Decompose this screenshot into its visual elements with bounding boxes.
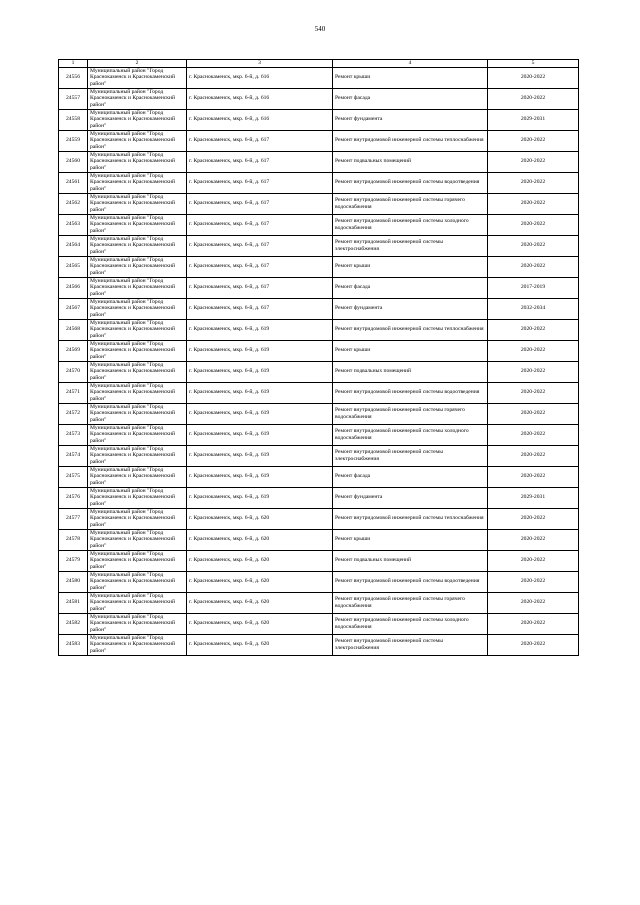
municipality-cell: Муниципальный район "Город Краснокаменск и Краснокаменский район": [88, 277, 187, 298]
row-number-cell: 24564: [59, 235, 88, 256]
address-cell: г. Краснокаменск, мкр. 6-й, д. 617: [187, 172, 333, 193]
column-header: 5: [488, 60, 579, 68]
column-header: 2: [88, 60, 187, 68]
municipality-cell: Муниципальный район "Город Краснокаменск и Краснокаменский район": [88, 298, 187, 319]
table-row: [59, 277, 579, 298]
table-row: [59, 382, 579, 403]
municipality-cell: Муниципальный район "Город Краснокаменск и Краснокаменский район": [88, 109, 187, 130]
address-cell: г. Краснокаменск, мкр. 6-й, д. 619: [187, 382, 333, 403]
table-row: [59, 172, 579, 193]
work-type-cell: Ремонт крыши: [333, 340, 488, 361]
table-body: [59, 67, 579, 655]
municipality-cell: Муниципальный район "Город Краснокаменск и Краснокаменский район": [88, 130, 187, 151]
period-cell: 2032-2034: [488, 298, 579, 319]
address-cell: г. Краснокаменск, мкр. 6-й, д. 617: [187, 235, 333, 256]
period-cell: 2029-2031: [488, 487, 579, 508]
period-cell: 2020-2022: [488, 529, 579, 550]
work-type-cell: Ремонт крыши: [333, 529, 488, 550]
municipality-cell: Муниципальный район "Город Краснокаменск и Краснокаменский район": [88, 613, 187, 634]
address-cell: г. Краснокаменск, мкр. 6-й, д. 620: [187, 634, 333, 655]
row-number-cell: 24557: [59, 88, 88, 109]
work-type-cell: Ремонт внутридомовой инженерной системы электроснабжения: [333, 235, 488, 256]
table-row: [59, 424, 579, 445]
table-row: [59, 340, 579, 361]
address-cell: г. Краснокаменск, мкр. 6-й, д. 620: [187, 592, 333, 613]
work-type-cell: Ремонт крыши: [333, 67, 488, 88]
municipality-cell: Муниципальный район "Город Краснокаменск и Краснокаменский район": [88, 571, 187, 592]
work-type-cell: Ремонт подвальных помещений: [333, 550, 488, 571]
period-cell: 2020-2022: [488, 172, 579, 193]
registry-table: [58, 59, 579, 656]
address-cell: г. Краснокаменск, мкр. 6-й, д. 616: [187, 67, 333, 88]
table-row: [59, 361, 579, 382]
municipality-cell: Муниципальный район "Город Краснокаменск и Краснокаменский район": [88, 550, 187, 571]
row-number-cell: 24559: [59, 130, 88, 151]
work-type-cell: Ремонт внутридомовой инженерной системы электроснабжения: [333, 634, 488, 655]
work-type-cell: Ремонт фундамента: [333, 487, 488, 508]
row-number-cell: 24566: [59, 277, 88, 298]
municipality-cell: Муниципальный район "Город Краснокаменск и Краснокаменский район": [88, 508, 187, 529]
municipality-cell: Муниципальный район "Город Краснокаменск и Краснокаменский район": [88, 487, 187, 508]
row-number-cell: 24572: [59, 403, 88, 424]
table-row: [59, 319, 579, 340]
period-cell: 2020-2022: [488, 361, 579, 382]
column-header: 3: [187, 60, 333, 68]
address-cell: г. Краснокаменск, мкр. 6-й, д. 619: [187, 466, 333, 487]
period-cell: 2029-2031: [488, 109, 579, 130]
municipality-cell: Муниципальный район "Город Краснокаменск и Краснокаменский район": [88, 214, 187, 235]
municipality-cell: Муниципальный район "Город Краснокаменск и Краснокаменский район": [88, 445, 187, 466]
row-number-cell: 24563: [59, 214, 88, 235]
row-number-cell: 24567: [59, 298, 88, 319]
work-type-cell: Ремонт внутридомовой инженерной системы горячего водоснабжения: [333, 193, 488, 214]
row-number-cell: 24558: [59, 109, 88, 130]
work-type-cell: Ремонт фасада: [333, 466, 488, 487]
table-row: [59, 571, 579, 592]
table-row: [59, 634, 579, 655]
table-row: [59, 403, 579, 424]
period-cell: 2020-2022: [488, 256, 579, 277]
table-row: [59, 613, 579, 634]
period-cell: 2020-2022: [488, 319, 579, 340]
work-type-cell: Ремонт внутридомовой инженерной системы теплоснабжения: [333, 130, 488, 151]
table-row: [59, 88, 579, 109]
work-type-cell: Ремонт крыши: [333, 256, 488, 277]
row-number-cell: 24556: [59, 67, 88, 88]
municipality-cell: Муниципальный район "Город Краснокаменск и Краснокаменский район": [88, 67, 187, 88]
address-cell: г. Краснокаменск, мкр. 6-й, д. 616: [187, 109, 333, 130]
address-cell: г. Краснокаменск, мкр. 6-й, д. 617: [187, 256, 333, 277]
table-row: [59, 214, 579, 235]
table-row: [59, 466, 579, 487]
period-cell: 2020-2022: [488, 424, 579, 445]
municipality-cell: Муниципальный район "Город Краснокаменск и Краснокаменский район": [88, 235, 187, 256]
work-type-cell: Ремонт внутридомовой инженерной системы горячего водоснабжения: [333, 403, 488, 424]
table-row: [59, 256, 579, 277]
municipality-cell: Муниципальный район "Город Краснокаменск и Краснокаменский район": [88, 529, 187, 550]
period-cell: 2020-2022: [488, 382, 579, 403]
municipality-cell: Муниципальный район "Город Краснокаменск и Краснокаменский район": [88, 172, 187, 193]
work-type-cell: Ремонт внутридомовой инженерной системы холодного водоснабжения: [333, 424, 488, 445]
work-type-cell: Ремонт внутридомовой инженерной системы водоотведения: [333, 382, 488, 403]
period-cell: 2017-2019: [488, 277, 579, 298]
table-row: [59, 193, 579, 214]
row-number-cell: 24574: [59, 445, 88, 466]
row-number-cell: 24581: [59, 592, 88, 613]
address-cell: г. Краснокаменск, мкр. 6-й, д. 620: [187, 550, 333, 571]
column-header: 1: [59, 60, 88, 68]
period-cell: 2020-2022: [488, 550, 579, 571]
row-number-cell: 24565: [59, 256, 88, 277]
row-number-cell: 24561: [59, 172, 88, 193]
column-header: 4: [333, 60, 488, 68]
municipality-cell: Муниципальный район "Город Краснокаменск и Краснокаменский район": [88, 193, 187, 214]
municipality-cell: Муниципальный район "Город Краснокаменск и Краснокаменский район": [88, 319, 187, 340]
address-cell: г. Краснокаменск, мкр. 6-й, д. 617: [187, 277, 333, 298]
address-cell: г. Краснокаменск, мкр. 6-й, д. 620: [187, 508, 333, 529]
work-type-cell: Ремонт внутридомовой инженерной системы горячего водоснабжения: [333, 592, 488, 613]
work-type-cell: Ремонт внутридомовой инженерной системы электроснабжения: [333, 445, 488, 466]
municipality-cell: Муниципальный район "Город Краснокаменск и Краснокаменский район": [88, 382, 187, 403]
row-number-cell: 24579: [59, 550, 88, 571]
period-cell: 2020-2022: [488, 151, 579, 172]
row-number-cell: 24568: [59, 319, 88, 340]
row-number-cell: 24562: [59, 193, 88, 214]
table-row: [59, 445, 579, 466]
table-row: [59, 235, 579, 256]
work-type-cell: Ремонт фасада: [333, 277, 488, 298]
period-cell: 2020-2022: [488, 340, 579, 361]
table-row: [59, 130, 579, 151]
work-type-cell: Ремонт внутридомовой инженерной системы холодного водоснабжения: [333, 214, 488, 235]
period-cell: 2020-2022: [488, 634, 579, 655]
address-cell: г. Краснокаменск, мкр. 6-й, д. 620: [187, 571, 333, 592]
work-type-cell: Ремонт внутридомовой инженерной системы теплоснабжения: [333, 508, 488, 529]
address-cell: г. Краснокаменск, мкр. 6-й, д. 617: [187, 298, 333, 319]
municipality-cell: Муниципальный район "Город Краснокаменск и Краснокаменский район": [88, 424, 187, 445]
address-cell: г. Краснокаменск, мкр. 6-й, д. 619: [187, 361, 333, 382]
period-cell: 2020-2022: [488, 193, 579, 214]
row-number-cell: 24578: [59, 529, 88, 550]
period-cell: 2020-2022: [488, 235, 579, 256]
table-row: [59, 151, 579, 172]
municipality-cell: Муниципальный район "Город Краснокаменск и Краснокаменский район": [88, 466, 187, 487]
municipality-cell: Муниципальный район "Город Краснокаменск и Краснокаменский район": [88, 256, 187, 277]
table-row: [59, 298, 579, 319]
row-number-cell: 24583: [59, 634, 88, 655]
period-cell: 2020-2022: [488, 67, 579, 88]
row-number-cell: 24577: [59, 508, 88, 529]
row-number-cell: 24560: [59, 151, 88, 172]
municipality-cell: Муниципальный район "Город Краснокаменск и Краснокаменский район": [88, 88, 187, 109]
work-type-cell: Ремонт фасада: [333, 88, 488, 109]
table-row: [59, 508, 579, 529]
table-row: [59, 109, 579, 130]
table-row: [59, 487, 579, 508]
table-row: [59, 529, 579, 550]
period-cell: 2020-2022: [488, 88, 579, 109]
table-row: [59, 550, 579, 571]
row-number-cell: 24580: [59, 571, 88, 592]
period-cell: 2020-2022: [488, 214, 579, 235]
address-cell: г. Краснокаменск, мкр. 6-й, д. 617: [187, 130, 333, 151]
municipality-cell: Муниципальный район "Город Краснокаменск и Краснокаменский район": [88, 592, 187, 613]
work-type-cell: Ремонт внутридомовой инженерной системы холодного водоснабжения: [333, 613, 488, 634]
address-cell: г. Краснокаменск, мкр. 6-й, д. 619: [187, 319, 333, 340]
period-cell: 2020-2022: [488, 508, 579, 529]
municipality-cell: Муниципальный район "Город Краснокаменск и Краснокаменский район": [88, 151, 187, 172]
municipality-cell: Муниципальный район "Город Краснокаменск и Краснокаменский район": [88, 634, 187, 655]
address-cell: г. Краснокаменск, мкр. 6-й, д. 617: [187, 151, 333, 172]
period-cell: 2020-2022: [488, 592, 579, 613]
header-row: [59, 60, 579, 68]
address-cell: г. Краснокаменск, мкр. 6-й, д. 617: [187, 214, 333, 235]
row-number-cell: 24575: [59, 466, 88, 487]
work-type-cell: Ремонт внутридомовой инженерной системы водоотведения: [333, 571, 488, 592]
address-cell: г. Краснокаменск, мкр. 6-й, д. 620: [187, 613, 333, 634]
work-type-cell: Ремонт внутридомовой инженерной системы теплоснабжения: [333, 319, 488, 340]
row-number-cell: 24571: [59, 382, 88, 403]
address-cell: г. Краснокаменск, мкр. 6-й, д. 619: [187, 403, 333, 424]
page-number: 540: [314, 25, 326, 33]
period-cell: 2020-2022: [488, 571, 579, 592]
row-number-cell: 24569: [59, 340, 88, 361]
work-type-cell: Ремонт подвальных помещений: [333, 151, 488, 172]
row-number-cell: 24570: [59, 361, 88, 382]
work-type-cell: Ремонт внутридомовой инженерной системы водоотведения: [333, 172, 488, 193]
municipality-cell: Муниципальный район "Город Краснокаменск и Краснокаменский район": [88, 403, 187, 424]
period-cell: 2020-2022: [488, 403, 579, 424]
period-cell: 2020-2022: [488, 613, 579, 634]
address-cell: г. Краснокаменск, мкр. 6-й, д. 616: [187, 88, 333, 109]
period-cell: 2020-2022: [488, 466, 579, 487]
table-row: [59, 592, 579, 613]
work-type-cell: Ремонт фундамента: [333, 298, 488, 319]
municipality-cell: Муниципальный район "Город Краснокаменск и Краснокаменский район": [88, 340, 187, 361]
period-cell: 2020-2022: [488, 130, 579, 151]
row-number-cell: 24582: [59, 613, 88, 634]
address-cell: г. Краснокаменск, мкр. 6-й, д. 619: [187, 487, 333, 508]
address-cell: г. Краснокаменск, мкр. 6-й, д. 619: [187, 424, 333, 445]
address-cell: г. Краснокаменск, мкр. 6-й, д. 617: [187, 193, 333, 214]
municipality-cell: Муниципальный район "Город Краснокаменск и Краснокаменский район": [88, 361, 187, 382]
work-type-cell: Ремонт подвальных помещений: [333, 361, 488, 382]
work-type-cell: Ремонт фундамента: [333, 109, 488, 130]
address-cell: г. Краснокаменск, мкр. 6-й, д. 620: [187, 529, 333, 550]
row-number-cell: 24573: [59, 424, 88, 445]
address-cell: г. Краснокаменск, мкр. 6-й, д. 619: [187, 445, 333, 466]
table-row: [59, 67, 579, 88]
row-number-cell: 24576: [59, 487, 88, 508]
address-cell: г. Краснокаменск, мкр. 6-й, д. 619: [187, 340, 333, 361]
period-cell: 2020-2022: [488, 445, 579, 466]
